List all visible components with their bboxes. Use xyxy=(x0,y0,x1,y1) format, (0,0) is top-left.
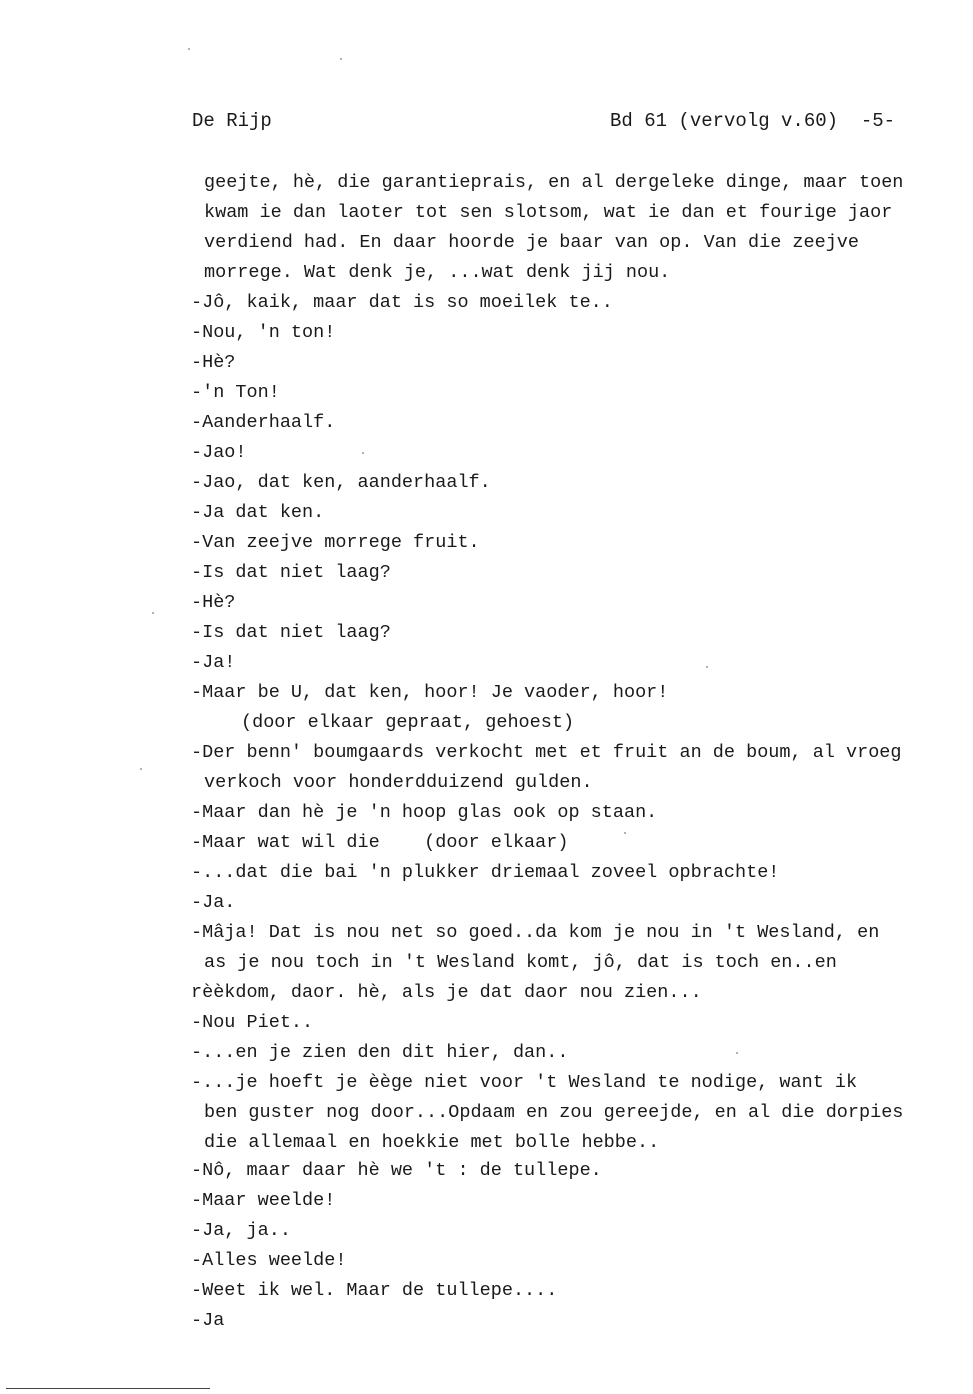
paper-speck xyxy=(362,452,364,454)
footer-rule xyxy=(6,1388,210,1389)
paper-speck xyxy=(706,666,708,668)
text-line: -Ja. xyxy=(191,892,236,913)
text-line: -Is dat niet laag? xyxy=(191,622,391,643)
text-line: -Maar dan hè je 'n hoop glas ook op staan. xyxy=(191,802,658,823)
text-line: geejte, hè, die garantieprais, en al dergeleke dinge, maar toen xyxy=(204,172,904,193)
text-line: kwam ie dan laoter tot sen slotsom, wat ie dan et fourige jaor xyxy=(204,202,893,223)
paper-speck xyxy=(340,58,342,60)
text-line: -Maar weelde! xyxy=(191,1190,336,1211)
text-line: verkoch voor honderdduizend gulden. xyxy=(204,772,593,793)
paper-speck xyxy=(736,1052,738,1054)
text-line: -Maar be U, dat ken, hoor! Je vaoder, hoor! xyxy=(191,682,669,703)
text-line: -Jao, dat ken, aanderhaalf. xyxy=(191,472,491,493)
text-line: -Nô, maar daar hè we 't : de tullepe. xyxy=(191,1160,602,1181)
text-line: die allemaal en hoekkie met bolle hebbe.. xyxy=(204,1132,660,1153)
text-line: -Maar wat wil die (door elkaar) xyxy=(191,832,569,853)
paper-speck xyxy=(624,832,626,834)
text-line: -Der benn' boumgaards verkocht met et fruit an de boum, al vroeg xyxy=(191,742,902,763)
header-location: De Rijp xyxy=(192,110,272,132)
text-line: verdiend had. En daar hoorde je baar van op. Van die zeejve xyxy=(204,232,860,253)
text-line: -Alles weelde! xyxy=(191,1250,347,1271)
header-reference: Bd 61 (vervolg v.60) -5- xyxy=(610,110,896,132)
text-line: -Ja! xyxy=(191,652,236,673)
text-line: -'n Ton! xyxy=(191,382,280,403)
text-line: -Jao! xyxy=(191,442,247,463)
text-line: -Is dat niet laag? xyxy=(191,562,391,583)
text-line: ben guster nog door...Opdaam en zou gereejde, en al die dorpies xyxy=(204,1102,904,1123)
text-line: -Mâja! Dat is nou net so goed..da kom je nou in 't Wesland, en xyxy=(191,922,880,943)
stage-direction: (door elkaar gepraat, gehoest) xyxy=(241,712,575,733)
text-line: -Van zeejve morrege fruit. xyxy=(191,532,480,553)
text-line: -...en je zien den dit hier, dan.. xyxy=(191,1042,569,1063)
text-line: rèèkdom, daor. hè, als je dat daor nou zien... xyxy=(191,982,702,1003)
text-line: -Ja dat ken. xyxy=(191,502,325,523)
text-line: -Nou Piet.. xyxy=(191,1012,314,1033)
text-line: -Ja, ja.. xyxy=(191,1220,291,1241)
paper-speck xyxy=(140,768,142,770)
paper-speck xyxy=(152,612,154,614)
text-line: -Aanderhaalf. xyxy=(191,412,336,433)
text-line: -Ja xyxy=(191,1310,225,1331)
text-line: morrege. Wat denk je, ...wat denk jij nou. xyxy=(204,262,671,283)
text-line: -Nou, 'n ton! xyxy=(191,322,336,343)
text-line: -Weet ik wel. Maar de tullepe.... xyxy=(191,1280,558,1301)
text-line: -...dat die bai 'n plukker driemaal zoveel opbrachte! xyxy=(191,862,780,883)
text-line: -Hè? xyxy=(191,352,236,373)
paper-speck xyxy=(188,48,190,50)
text-line: as je nou toch in 't Wesland komt, jô, dat is toch en..en xyxy=(204,952,837,973)
text-line: -Jô, kaik, maar dat is so moeilek te.. xyxy=(191,292,613,313)
text-line: -...je hoeft je èège niet voor 't Wesland te nodige, want ik xyxy=(191,1072,858,1093)
text-line: -Hè? xyxy=(191,592,236,613)
